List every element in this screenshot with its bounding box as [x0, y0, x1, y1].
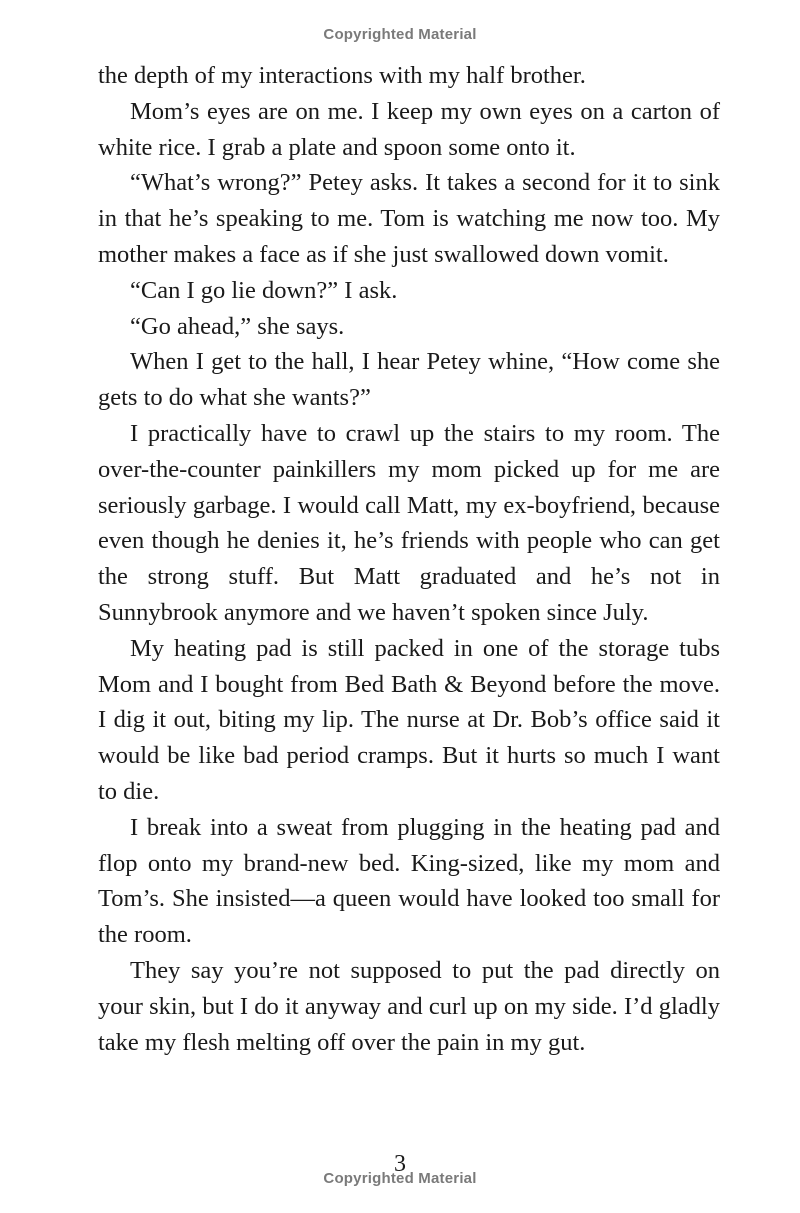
paragraph: They say you’re not supposed to put the pad directly on your skin, but I do it anyway and curl up on my side. I’d gladly take my flesh melting off over the pain in my gut. — [98, 956, 720, 1056]
paragraph: I practically have to crawl up the stairs to my room. The over-the-counter painkillers my mom picked up for me are seriously garbage. I would call Matt, my ex-boyfriend, because even though he denies it, he’s friends with people who can get the strong stuff. But Matt graduated and he’s not in Sunnybrook anymore and we haven’t spoken since July. — [98, 419, 720, 626]
paragraph: My heating pad is still packed in one of the storage tubs Mom and I bought from Bed Bath & Beyond before the move. I dig it out, biting my lip. The nurse at Dr. Bob’s office said it would be like bad period cramps. But it hurts so much I want to die. — [98, 634, 720, 805]
copyright-watermark-top: Copyrighted Material — [323, 26, 477, 43]
page-body-text — [98, 58, 720, 1060]
paragraph: Mom’s eyes are on me. I keep my own eyes on a carton of white rice. I grab a plate and spoon some onto it. — [98, 97, 720, 161]
copyright-watermark-bottom: Copyrighted Material — [323, 1170, 477, 1187]
paragraph: “Can I go lie down?” I ask. — [130, 276, 398, 304]
page-number: 3 — [394, 1151, 406, 1177]
paragraph: “What’s wrong?” Petey asks. It takes a second for it to sink in that he’s speaking to me. Tom is watching me now too. My mother makes a face as if she just swallowed down vomit. — [98, 169, 720, 268]
paragraph: I break into a sweat from plugging in the heating pad and flop onto my brand-new bed. King-sized, like my mom and Tom’s. She insisted—a queen would have looked too small for the room. — [98, 813, 720, 949]
paragraph: “Go ahead,” she says. — [130, 312, 345, 340]
paragraph: the depth of my interactions with my half brother. — [98, 62, 586, 89]
paragraph: When I get to the hall, I hear Petey whine, “How come she gets to do what she wants?” — [98, 348, 720, 412]
